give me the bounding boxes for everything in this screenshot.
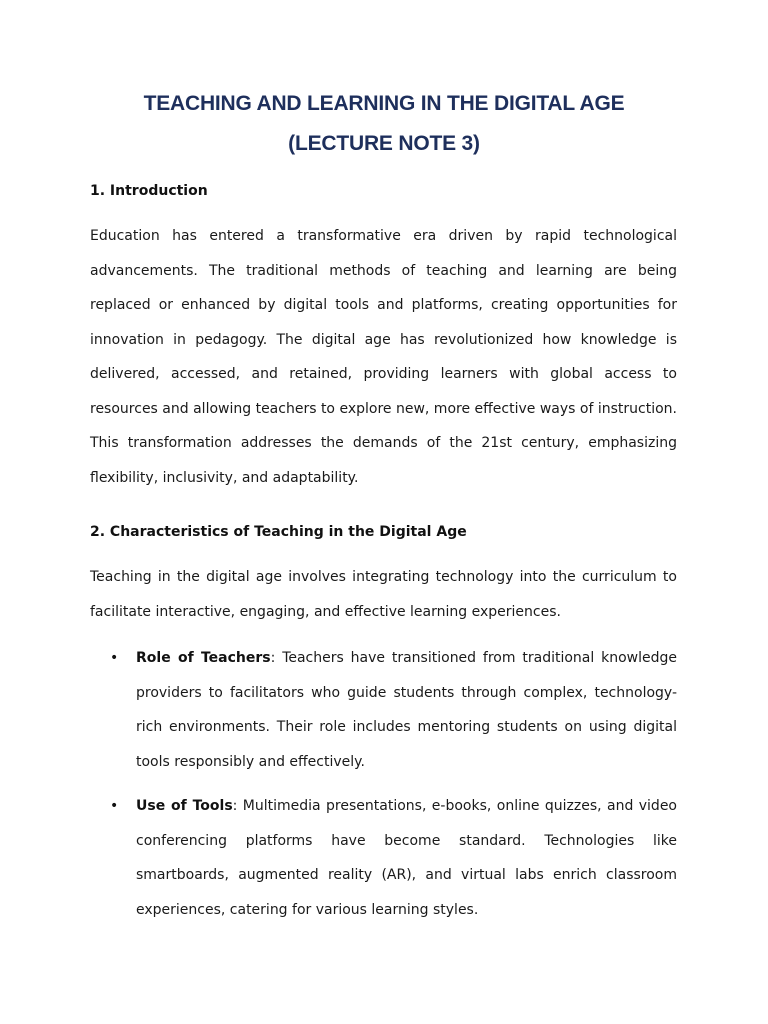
bullet-term: Role of Teachers: [136, 650, 271, 666]
section-heading-introduction: 1. Introduction: [90, 183, 208, 199]
bullet-description: : Teachers have transitioned from traditional knowledge providers to facilitators who guide students through complex, technology-rich environments. Their role includes mentoring students on using digital tools responsibly and effectively.: [136, 650, 677, 770]
bullet-icon: •: [110, 798, 119, 814]
document-title: TEACHING AND LEARNING IN THE DIGITAL AGE: [143, 92, 625, 115]
section-heading-characteristics: 2. Characteristics of Teaching in the Digital Age: [90, 524, 467, 540]
bullet-text: [136, 641, 677, 779]
document-subtitle: (LECTURE NOTE 3): [288, 132, 480, 155]
introduction-paragraph: Education has entered a transformative era driven by rapid technological advancements. The traditional methods of teaching and learning are being replaced or enhanced by digital tools and platforms, creating opportunities for innovation in pedagogy. The digital age has revolutionized how knowledge is delivered, accessed, and retained, providing learners with global access to resources and allowing teachers to explore new, more effective ways of instruction. This transformation addresses the demands of the 21st century, emphasizing flexibility, inclusivity, and adaptability.: [90, 228, 677, 486]
characteristics-paragraph: Teaching in the digital age involves integrating technology into the curriculum to facilitate interactive, engaging, and effective learning experiences.: [90, 569, 677, 620]
bullet-term: Use of Tools: [136, 798, 233, 814]
bullet-icon: •: [110, 650, 119, 666]
bullet-description: : Multimedia presentations, e-books, online quizzes, and video conferencing platforms have become standard. Technologies like smartboards, augmented reality (AR), and virtual labs enrich classroom experiences, catering for various learning styles.: [136, 798, 678, 918]
bullet-text: [136, 789, 677, 927]
